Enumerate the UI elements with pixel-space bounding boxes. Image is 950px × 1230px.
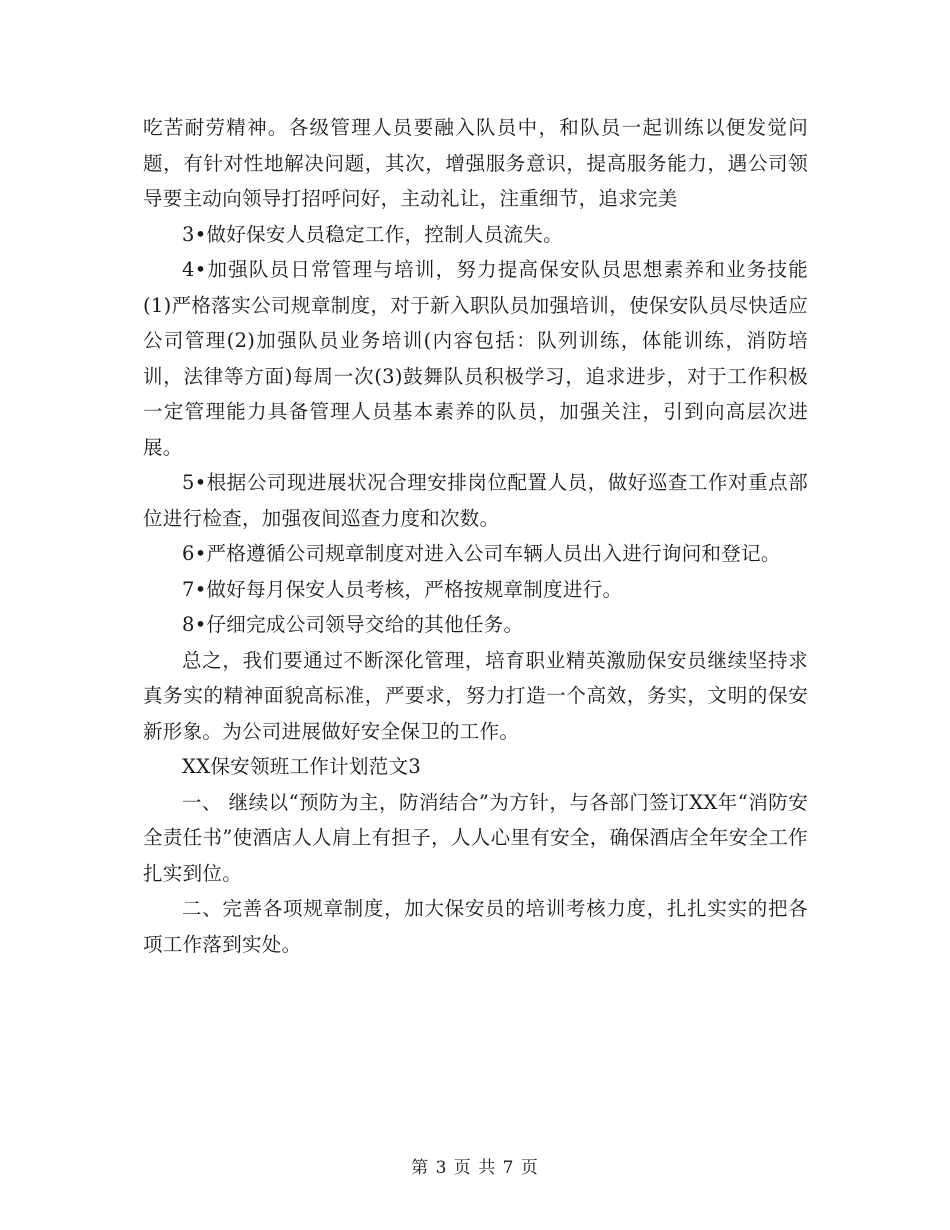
section-heading: XX保安领班工作计划范文3	[182, 755, 422, 778]
paragraph-point-2: 二、完善各项规章制度，加大保安员的培训考核力度，扎扎实实的把各项工作落到实处。	[143, 897, 808, 956]
paragraph-item-8: 8•仔细完成公司领导交给的其他任务。	[182, 613, 524, 636]
paragraph-item-4: 4•加强队员日常管理与培训，努力提高保安队员思想素养和业务技能(1)严格落实公司规章制度，对于新入职队员加强培训，使保安队员尽快适应公司管理(2)加强队员业务培训(内容包括：队列训练，体能训练，消防培训，法律等方面)每周一次(3)鼓舞队员积极学习，追求进步，对于工作积极一定管理能力具备管理人员基本素养的队员，加强关注，引到向高层次进展。	[143, 258, 808, 459]
paragraph-summary: 总之，我们要通过不断深化管理，培育职业精英激励保安员继续坚持求真务实的精神面貌高标准，严要求，努力打造一个高效，务实，文明的保安新形象。为公司进展做好安全保卫的工作。	[143, 648, 808, 743]
page-number-footer: 第 3 页 共 7 页	[411, 1158, 539, 1178]
paragraph-item-3: 3•做好保安人员稳定工作，控制人员流失。	[182, 222, 563, 246]
paragraph-point-1: 一、 继续以“预防为主，防消结合”为方针，与各部门签订XX年“消防安全责任书”使酒店人人肩上有担子，人人心里有安全，确保酒店全年安全工作扎实到位。	[143, 790, 808, 885]
document-body	[143, 110, 808, 962]
paragraph-item-7: 7•做好每月保安人员考核，严格按规章制度进行。	[182, 577, 623, 601]
paragraph-continuation: 吃苦耐劳精神。各级管理人员要融入队员中，和队员一起训练以便发觉问题，有针对性地解决问题，其次，增强服务意识，提高服务能力，遇公司领导要主动向领导打招呼问好，主动礼让，注重细节，追求完美	[143, 116, 808, 210]
paragraph-item-6: 6•严格遵循公司规章制度对进入公司车辆人员出入进行询问和登记。	[182, 542, 781, 565]
paragraph-item-5: 5•根据公司现进展状况合理安排岗位配置人员，做好巡查工作对重点部位进行检查，加强夜间巡查力度和次数。	[143, 471, 808, 530]
